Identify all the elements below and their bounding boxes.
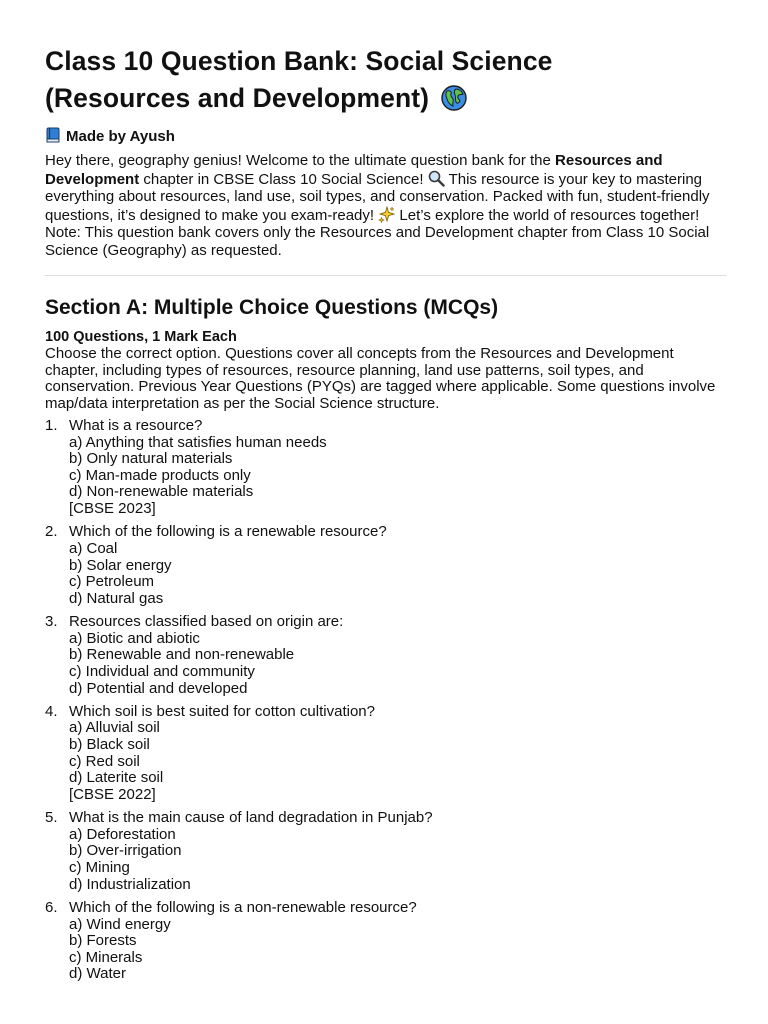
- section-description: Choose the correct option. Questions cover all concepts from the Resources and Development chapter, including types of resources, resource planning, land use patterns, soil types, and conservation. Previous Year Questions (PYQs) are tagged where applicable. Some questions involve map/data interpretation as per the Social Science structure.: [45, 345, 716, 412]
- question-option: d) Natural gas: [69, 589, 164, 607]
- question-option: c) Red soil: [69, 752, 140, 770]
- author-line: [45, 127, 175, 147]
- question-number: 1.: [45, 417, 58, 434]
- question-text: Which of the following is a renewable resource?: [69, 523, 387, 541]
- magnifier-icon: [428, 170, 445, 187]
- question-option: a) Anything that satisfies human needs: [69, 433, 327, 451]
- question-option: c) Minerals: [69, 948, 143, 966]
- question-option: b) Forests: [69, 932, 137, 950]
- question-number: 2.: [45, 523, 58, 541]
- question-option: c) Individual and community: [69, 662, 255, 680]
- question-item: [45, 900, 726, 983]
- intro-text-3: This resource is your key to mastering everything about resources, land use, soil types, and conservation. Packed with fun, student-friendly questions, it’s designed to make you exam-ready!: [45, 170, 710, 224]
- intro-text-4: Let’s explore the world of resources together! Note: This question bank covers only the Resources and Development chapter from Class 10 Social Science (Geography) as requested.: [45, 206, 710, 259]
- section-heading: Section A: Multiple Choice Questions (MCQs): [45, 296, 499, 319]
- question-option: a) Deforestation: [69, 825, 176, 843]
- pyq-tag: [CBSE 2022]: [69, 785, 156, 803]
- question-text: Which soil is best suited for cotton cultivation?: [69, 702, 375, 720]
- page-title: [45, 43, 735, 117]
- question-option: b) Solar energy: [69, 556, 172, 574]
- question-item: [45, 524, 726, 607]
- globe-icon: [441, 84, 467, 110]
- question-number: 6.: [45, 899, 58, 917]
- question-body: [69, 614, 343, 697]
- title-line-1: Class 10 Question Bank: Social Science: [45, 46, 553, 76]
- question-option: a) Alluvial soil: [69, 719, 160, 737]
- question-option: a) Coal: [69, 539, 118, 557]
- question-item: [45, 810, 726, 893]
- pyq-tag: [CBSE 2023]: [69, 499, 156, 517]
- title-line-2: (Resources and Development): [45, 83, 430, 113]
- question-body: [69, 900, 417, 983]
- question-option: d) Laterite soil: [69, 769, 164, 787]
- question-body: [69, 524, 387, 607]
- question-number: 4.: [45, 702, 58, 720]
- question-body: [69, 418, 327, 518]
- intro-text-1: Hey there, geography genius! Welcome to the ultimate question bank for the: [45, 152, 556, 169]
- question-option: a) Biotic and abiotic: [69, 629, 200, 647]
- question-body: [69, 810, 433, 893]
- section-subheading: 100 Questions, 1 Mark Each: [45, 329, 237, 345]
- question-item: [45, 704, 726, 804]
- question-text: What is a resource?: [69, 417, 203, 434]
- blue-book-icon: [45, 127, 61, 143]
- question-option: b) Over-irrigation: [69, 842, 182, 860]
- section-divider: [45, 275, 726, 276]
- author-label: Made by Ayush: [66, 128, 175, 145]
- question-option: c) Mining: [69, 859, 130, 877]
- question-option: b) Black soil: [69, 736, 150, 754]
- question-number: 5.: [45, 809, 58, 827]
- intro-bold-chapter: Resources and Development: [45, 152, 663, 188]
- question-option: d) Water: [69, 965, 126, 983]
- question-list: [45, 418, 726, 990]
- question-number: 3.: [45, 613, 58, 631]
- question-text: Resources classified based on origin are:: [69, 613, 344, 631]
- question-option: c) Man-made products only: [69, 466, 251, 484]
- question-item: [45, 418, 726, 518]
- question-body: [69, 704, 375, 804]
- question-option: b) Only natural materials: [69, 450, 233, 468]
- question-option: d) Industrialization: [69, 875, 191, 893]
- intro-text-2: chapter in CBSE Class 10 Social Science!: [139, 170, 428, 188]
- question-option: a) Wind energy: [69, 915, 171, 933]
- question-item: [45, 614, 726, 697]
- intro-paragraph: [45, 152, 726, 259]
- question-option: c) Petroleum: [69, 573, 155, 591]
- question-option: d) Potential and developed: [69, 679, 248, 697]
- question-text: What is the main cause of land degradation in Punjab?: [69, 809, 433, 827]
- question-option: b) Renewable and non-renewable: [69, 646, 295, 664]
- question-option: d) Non-renewable materials: [69, 483, 254, 501]
- question-text: Which of the following is a non-renewable resource?: [69, 899, 417, 917]
- sparkles-icon: [378, 206, 395, 223]
